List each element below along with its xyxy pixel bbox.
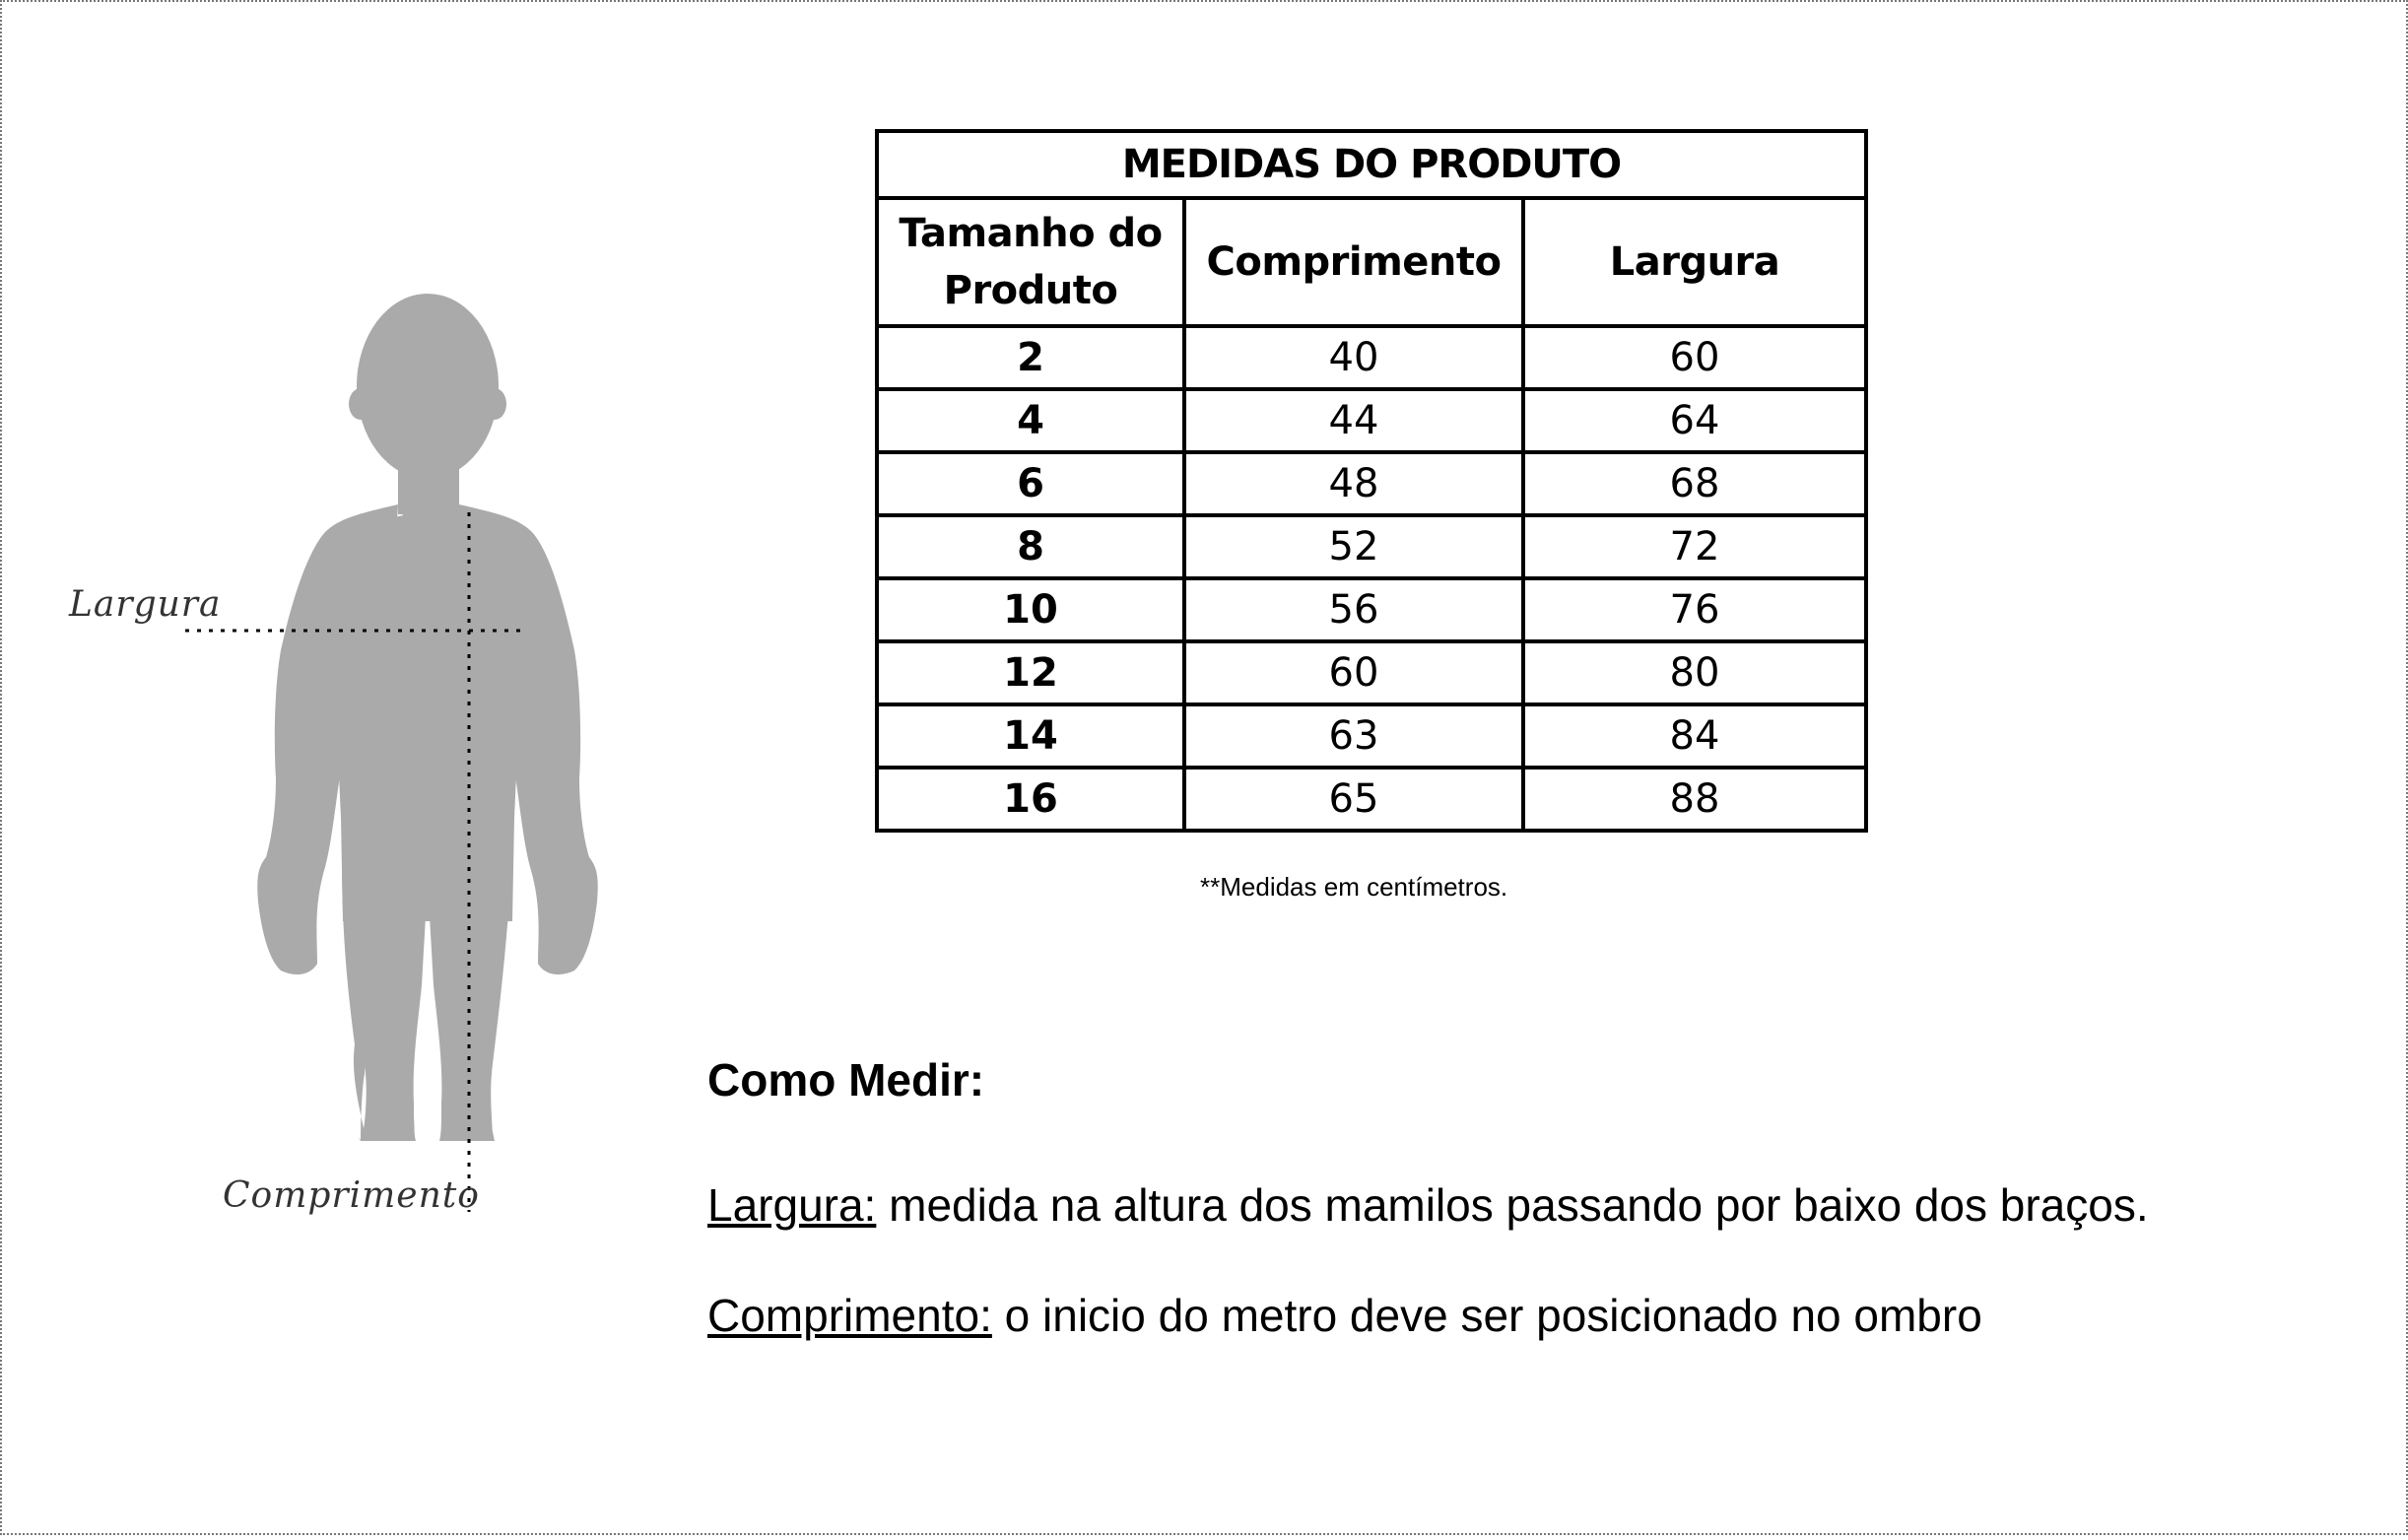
- table-row: [877, 515, 1866, 578]
- cell-size: 12: [877, 641, 1184, 704]
- table-row: [877, 768, 1866, 831]
- table-row: [877, 704, 1866, 768]
- cell-length: 56: [1184, 578, 1523, 641]
- header-size: [877, 198, 1184, 326]
- cell-width: 84: [1523, 704, 1866, 768]
- cell-width: 60: [1523, 326, 1866, 389]
- size-table: [875, 129, 1868, 833]
- cell-length: 63: [1184, 704, 1523, 768]
- header-length: Comprimento: [1184, 198, 1523, 326]
- header-size-line2: Produto: [943, 268, 1118, 313]
- cell-width: 64: [1523, 389, 1866, 452]
- how-to-length-text: o inicio do metro deve ser posicionado no ombro: [991, 1290, 1982, 1341]
- how-to-width-text: medida na altura dos mamilos passando por baixo dos braços.: [876, 1179, 2149, 1231]
- child-figure: [0, 0, 690, 1535]
- table-row: [877, 326, 1866, 389]
- figure-label-width: Largura: [69, 584, 222, 625]
- child-silhouette: [0, 0, 690, 1535]
- cell-size: 8: [877, 515, 1184, 578]
- table-row: [877, 641, 1866, 704]
- how-to-length-key: Comprimento:: [707, 1290, 992, 1341]
- how-to-width: [707, 1176, 2149, 1234]
- table-title: MEDIDAS DO PRODUTO: [877, 131, 1866, 198]
- cell-size: 4: [877, 389, 1184, 452]
- cell-width: 80: [1523, 641, 1866, 704]
- how-to-width-key: Largura:: [707, 1179, 877, 1231]
- cell-width: 68: [1523, 452, 1866, 515]
- cell-length: 44: [1184, 389, 1523, 452]
- cell-size: 14: [877, 704, 1184, 768]
- how-to-measure: [707, 1048, 2149, 1397]
- cell-size: 6: [877, 452, 1184, 515]
- header-width: Largura: [1523, 198, 1866, 326]
- cell-size: 16: [877, 768, 1184, 831]
- how-to-length: [707, 1287, 2149, 1344]
- cell-size: 10: [877, 578, 1184, 641]
- cell-width: 76: [1523, 578, 1866, 641]
- cell-length: 60: [1184, 641, 1523, 704]
- table-row: [877, 452, 1866, 515]
- cell-length: 40: [1184, 326, 1523, 389]
- table-row: [877, 389, 1866, 452]
- table-note: **Medidas em centímetros.: [1200, 872, 1508, 902]
- table-row: [877, 578, 1866, 641]
- table-header-row: [877, 198, 1866, 326]
- cell-length: 65: [1184, 768, 1523, 831]
- table-title-row: [877, 131, 1866, 198]
- figure-label-length: Comprimento: [223, 1175, 480, 1216]
- header-size-line1: Tamanho do: [899, 211, 1163, 256]
- cell-length: 48: [1184, 452, 1523, 515]
- cell-width: 72: [1523, 515, 1866, 578]
- how-to-title: Como Medir:: [707, 1054, 985, 1105]
- cell-width: 88: [1523, 768, 1866, 831]
- cell-size: 2: [877, 326, 1184, 389]
- cell-length: 52: [1184, 515, 1523, 578]
